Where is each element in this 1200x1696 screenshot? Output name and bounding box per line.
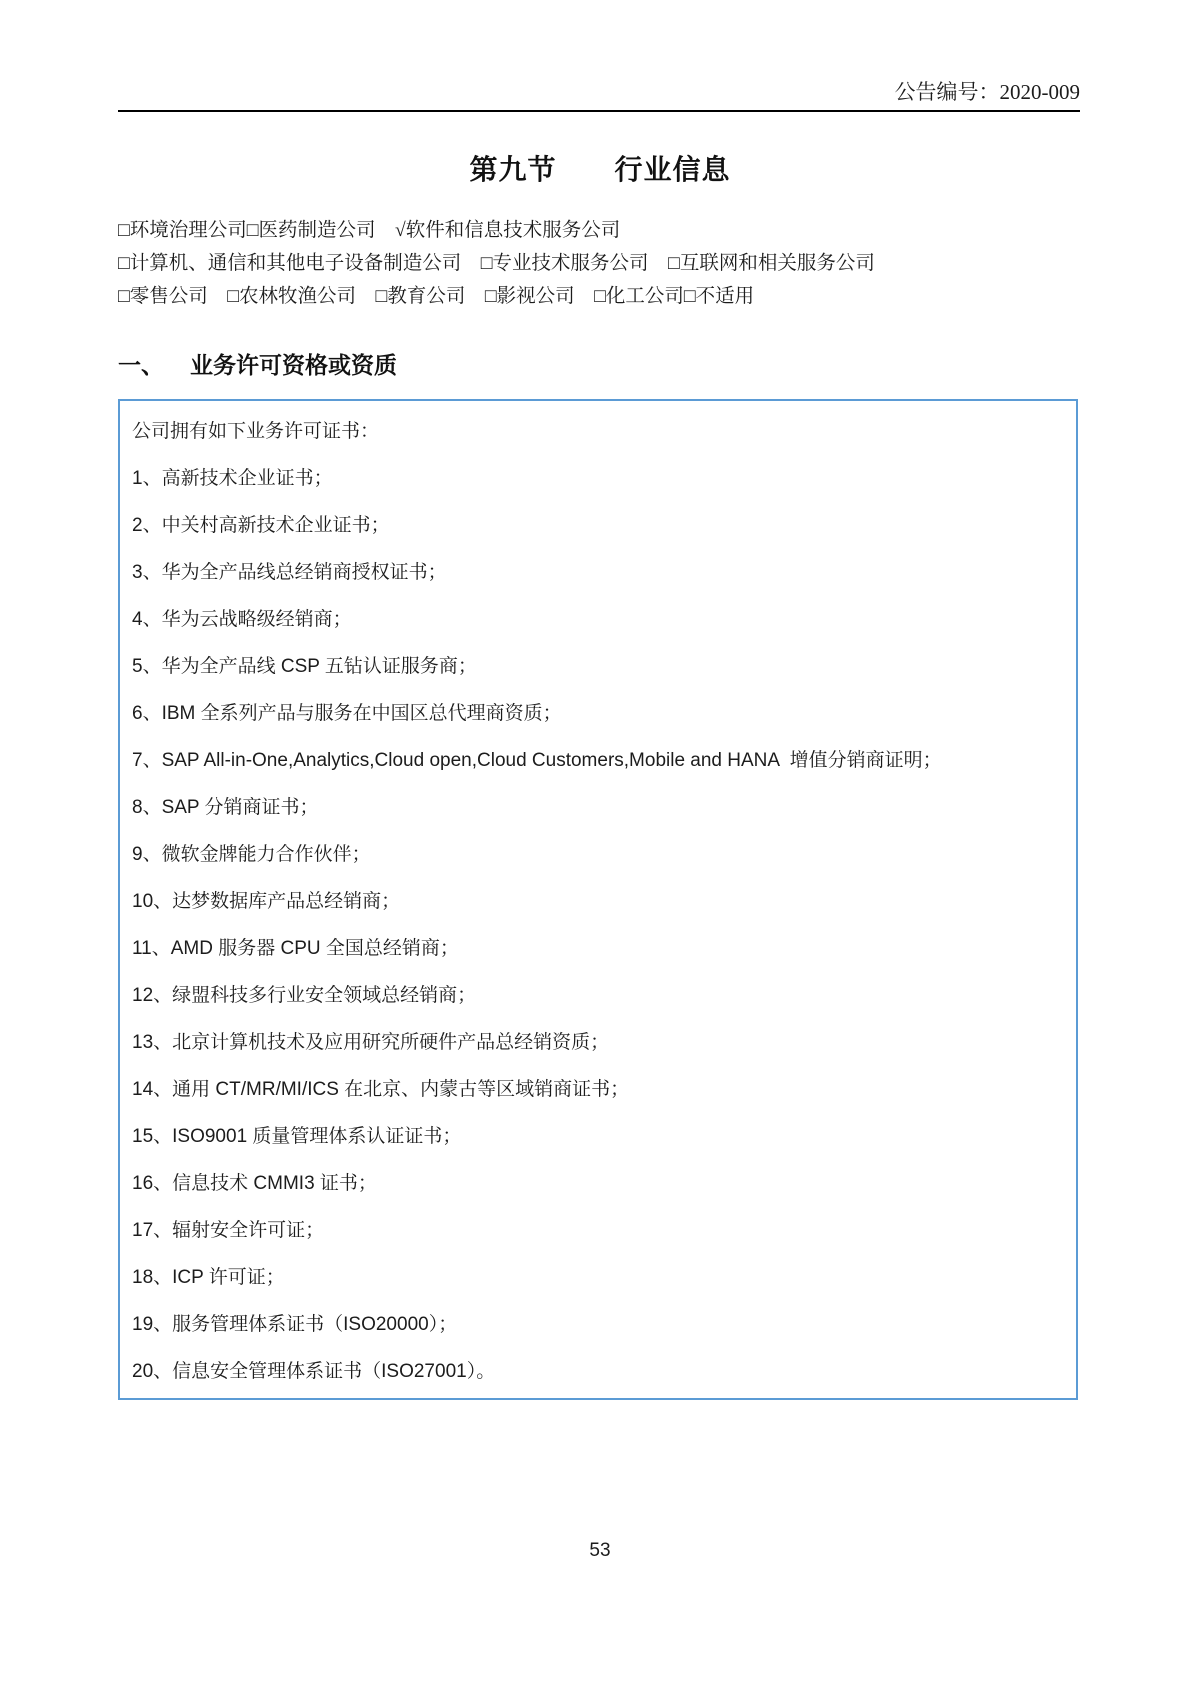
section-title: 业务许可资格或资质 bbox=[190, 353, 397, 378]
page-number: 53 bbox=[589, 1540, 611, 1561]
license-item: 15、ISO9001 质量管理体系认证证书； bbox=[132, 1126, 462, 1147]
page-header bbox=[118, 0, 1080, 112]
license-item: 5、华为全产品线 CSP 五钻认证服务商； bbox=[132, 656, 477, 677]
license-item: 2、中关村高新技术企业证书； bbox=[132, 515, 390, 536]
license-item: 9、微软金牌能力合作伙伴； bbox=[132, 844, 371, 865]
license-item: 10、达梦数据库产品总经销商； bbox=[132, 891, 401, 912]
page-title: 第九节 行业信息 bbox=[469, 154, 731, 185]
license-box bbox=[118, 399, 1078, 1400]
license-item: 16、信息技术 CMMI3 证书； bbox=[132, 1173, 377, 1194]
license-item: 18、ICP 许可证； bbox=[132, 1267, 285, 1288]
license-item: 17、辐射安全许可证； bbox=[132, 1220, 325, 1241]
license-item: 19、服务管理体系证书（ISO20000）； bbox=[132, 1314, 458, 1335]
section-heading bbox=[118, 349, 1082, 383]
section-number: 一、 bbox=[118, 353, 164, 378]
license-item: 11、AMD 服务器 CPU 全国总经销商； bbox=[132, 938, 459, 959]
license-item: 13、北京计算机技术及应用研究所硬件产品总经销资质； bbox=[132, 1032, 610, 1053]
industry-checklist bbox=[118, 214, 1082, 313]
license-item: 8、SAP 分销商证书； bbox=[132, 797, 319, 818]
license-item: 14、通用 CT/MR/MI/ICS 在北京、内蒙古等区域销商证书； bbox=[132, 1079, 630, 1100]
license-item: 4、华为云战略级经销商； bbox=[132, 609, 352, 630]
industry-option-row: □环境治理公司□医药制造公司 √软件和信息技术服务公司 bbox=[118, 220, 621, 241]
license-item: 1、高新技术企业证书； bbox=[132, 468, 333, 489]
industry-option-row: □计算机、通信和其他电子设备制造公司 □专业技术服务公司 □互联网和相关服务公司 bbox=[118, 253, 875, 274]
license-item: 12、绿盟科技多行业安全领域总经销商； bbox=[132, 985, 477, 1006]
license-box-intro: 公司拥有如下业务许可证书： bbox=[132, 421, 380, 442]
license-item: 7、SAP All-in-One,Analytics,Cloud open,Cloud Customers,Mobile and HANA 增值分销商证明； bbox=[132, 750, 942, 771]
license-item: 3、华为全产品线总经销商授权证书； bbox=[132, 562, 447, 583]
industry-option-row: □零售公司 □农林牧渔公司 □教育公司 □影视公司 □化工公司□不适用 bbox=[118, 286, 755, 307]
license-item: 20、信息安全管理体系证书（ISO27001）。 bbox=[132, 1361, 496, 1382]
license-item: 6、IBM 全系列产品与服务在中国区总代理商资质； bbox=[132, 703, 562, 724]
notice-number: 公告编号：2020-009 bbox=[894, 80, 1080, 104]
